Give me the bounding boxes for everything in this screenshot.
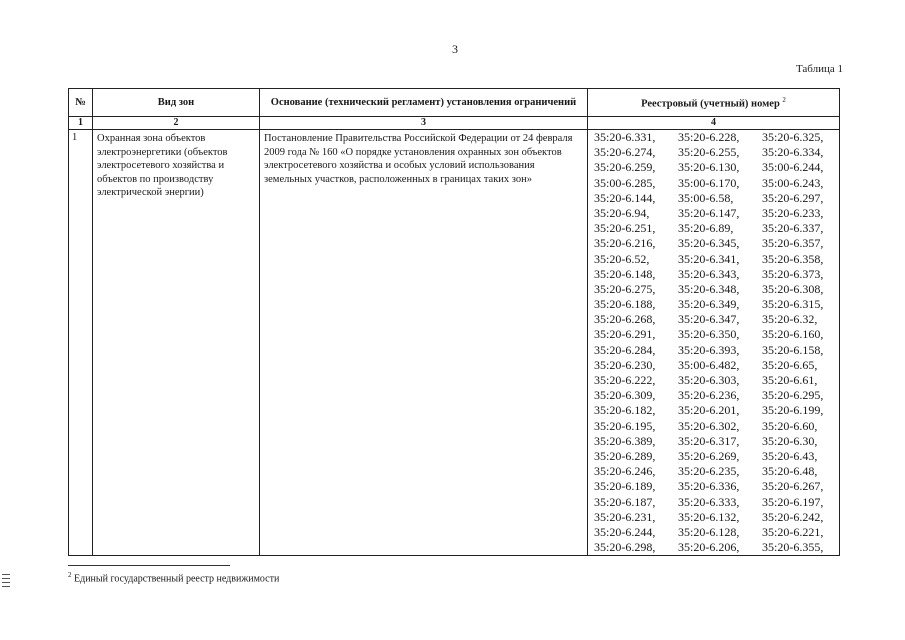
registry-number: 35:20-6.228,	[678, 130, 740, 144]
registry-number: 35:20-6.230,	[594, 357, 656, 372]
header-footnote-ref: 2	[782, 96, 786, 105]
registry-number: 35:20-6.358,	[762, 251, 824, 266]
registry-number: 35:20-6.52,	[594, 251, 650, 266]
registry-number: 35:20-6.325,	[762, 130, 824, 144]
registry-number: 35:20-6.195,	[594, 418, 656, 433]
registry-number: 35:20-6.297,	[762, 190, 824, 205]
registry-number: 35:20-6.259,	[594, 160, 656, 175]
registry-number: 35:20-6.160,	[762, 327, 824, 342]
registry-number: 35:20-6.206,	[678, 540, 740, 555]
registry-number: 35:20-6.130,	[678, 160, 740, 175]
registry-number: 35:20-6.298,	[594, 540, 656, 555]
registry-number: 35:20-6.337,	[762, 221, 824, 236]
registry-number: 35:00-6.482,	[678, 357, 740, 372]
registry-number: 35:00-6.244,	[762, 160, 824, 175]
registry-number: 35:20-6.268,	[594, 312, 656, 327]
column-number: 2	[93, 117, 260, 130]
registry-number: 35:20-6.246,	[594, 464, 656, 479]
registry-number: 35:20-6.341,	[678, 251, 740, 266]
table-caption: Таблица 1	[795, 63, 843, 75]
registry-number: 35:20-6.89,	[678, 221, 734, 236]
column-number: 4	[588, 117, 840, 130]
header-number: №	[69, 89, 93, 117]
table-header-row	[69, 89, 840, 117]
registry-number: 35:20-6.349,	[678, 297, 740, 312]
registry-number: 35:20-6.147,	[678, 205, 740, 220]
registry-number: 35:20-6.315,	[762, 297, 824, 312]
registry-number: 35:20-6.317,	[678, 433, 740, 448]
registry-number: 35:20-6.336,	[678, 479, 740, 494]
registry-number: 35:20-6.182,	[594, 403, 656, 418]
registry-number: 35:20-6.32,	[762, 312, 818, 327]
registry-number: 35:20-6.308,	[762, 281, 824, 296]
registry-number: 35:20-6.30,	[762, 433, 818, 448]
footnote-text: Единый государственный реестр недвижимости	[74, 573, 280, 585]
basis-cell: Постановление Правительства Российской Федерации от 24 февраля 2009 года № 160 «О порядке установления охранных зон объектов электросетевого хозяйства и особых условий использования земельных участков, расположенных в границах таких зон»	[260, 130, 588, 556]
header-registry-number-text: Реестровый (учетный) номер	[641, 98, 780, 110]
registry-number: 35:20-6.355,	[762, 540, 824, 555]
registry-number: 35:20-6.295,	[762, 388, 824, 403]
registry-number: 35:20-6.222,	[594, 373, 656, 387]
header-zone-type: Вид зон	[93, 89, 260, 117]
registry-number: 35:20-6.221,	[762, 524, 824, 539]
column-numbers-row	[69, 117, 840, 130]
registry-number: 35:20-6.302,	[678, 418, 740, 433]
registry-number: 35:20-6.233,	[762, 205, 824, 220]
registry-number: 35:20-6.189,	[594, 479, 656, 494]
registry-number: 35:20-6.231,	[594, 509, 656, 524]
registry-number: 35:20-6.343,	[678, 266, 740, 281]
registry-number: 35:20-6.284,	[594, 342, 656, 357]
registry-number: 35:20-6.331,	[594, 130, 656, 144]
registry-number: 35:20-6.251,	[594, 221, 656, 236]
registry-number: 35:20-6.188,	[594, 297, 656, 312]
registry-number: 35:20-6.274,	[594, 145, 656, 160]
registry-number: 35:20-6.199,	[762, 403, 824, 418]
registry-number: 35:20-6.65,	[762, 357, 818, 372]
registry-number: 35:20-6.158,	[762, 342, 824, 357]
footnote-marker: 2	[68, 571, 72, 579]
registry-numbers-cell	[588, 130, 840, 556]
registry-number: 35:20-6.242,	[762, 509, 824, 524]
registry-number: 35:20-6.303,	[678, 373, 740, 387]
registry-number: 35:20-6.291,	[594, 327, 656, 342]
registry-number: 35:20-6.61,	[762, 373, 818, 387]
registry-number: 35:20-6.255,	[678, 145, 740, 160]
registry-numbers-grid	[594, 130, 836, 555]
registry-number: 35:20-6.269,	[678, 448, 740, 463]
page-number: 3	[452, 42, 458, 56]
registry-number: 35:20-6.94,	[594, 205, 650, 220]
registry-number: 35:20-6.201,	[678, 403, 740, 418]
registry-number: 35:20-6.347,	[678, 312, 740, 327]
registry-number: 35:20-6.334,	[762, 145, 824, 160]
footnote	[68, 571, 279, 584]
registry-number: 35:20-6.389,	[594, 433, 656, 448]
registry-number: 35:20-6.144,	[594, 190, 656, 205]
registry-number: 35:00-6.285,	[594, 175, 656, 190]
header-registry-number	[588, 89, 840, 117]
registry-number: 35:20-6.48,	[762, 464, 818, 479]
zones-table	[68, 88, 840, 556]
registry-number: 35:20-6.373,	[762, 266, 824, 281]
registry-number: 35:20-6.216,	[594, 236, 656, 251]
registry-number: 35:20-6.267,	[762, 479, 824, 494]
zone-type-cell: Охранная зона объектов электроэнергетики (объектов электросетевого хозяйства и объектов по производству электрической энергии)	[93, 130, 260, 556]
registry-number: 35:20-6.60,	[762, 418, 818, 433]
footnote-separator	[68, 565, 230, 566]
registry-number: 35:20-6.309,	[594, 388, 656, 403]
registry-number: 35:20-6.289,	[594, 448, 656, 463]
column-number: 3	[260, 117, 588, 130]
registry-number: 35:20-6.275,	[594, 281, 656, 296]
registry-number: 35:20-6.132,	[678, 509, 740, 524]
table-row	[69, 130, 840, 556]
registry-number: 35:20-6.197,	[762, 494, 824, 509]
header-basis: Основание (технический регламент) установления ограничений	[260, 89, 588, 117]
registry-number: 35:20-6.148,	[594, 266, 656, 281]
registry-number: 35:00-6.170,	[678, 175, 740, 190]
registry-number: 35:20-6.43,	[762, 448, 818, 463]
registry-number: 35:20-6.357,	[762, 236, 824, 251]
registry-number: 35:20-6.244,	[594, 524, 656, 539]
registry-number: 35:20-6.236,	[678, 388, 740, 403]
registry-number: 35:20-6.187,	[594, 494, 656, 509]
registry-number: 35:00-6.243,	[762, 175, 824, 190]
registry-number: 35:20-6.348,	[678, 281, 740, 296]
registry-number: 35:20-6.235,	[678, 464, 740, 479]
registry-number: 35:20-6.128,	[678, 524, 740, 539]
registry-number: 35:00-6.58,	[678, 190, 734, 205]
row-number: 1	[69, 130, 93, 556]
registry-number: 35:20-6.333,	[678, 494, 740, 509]
registry-number: 35:20-6.345,	[678, 236, 740, 251]
binding-mark	[2, 574, 10, 592]
registry-number: 35:20-6.393,	[678, 342, 740, 357]
registry-number: 35:20-6.350,	[678, 327, 740, 342]
column-number: 1	[69, 117, 93, 130]
